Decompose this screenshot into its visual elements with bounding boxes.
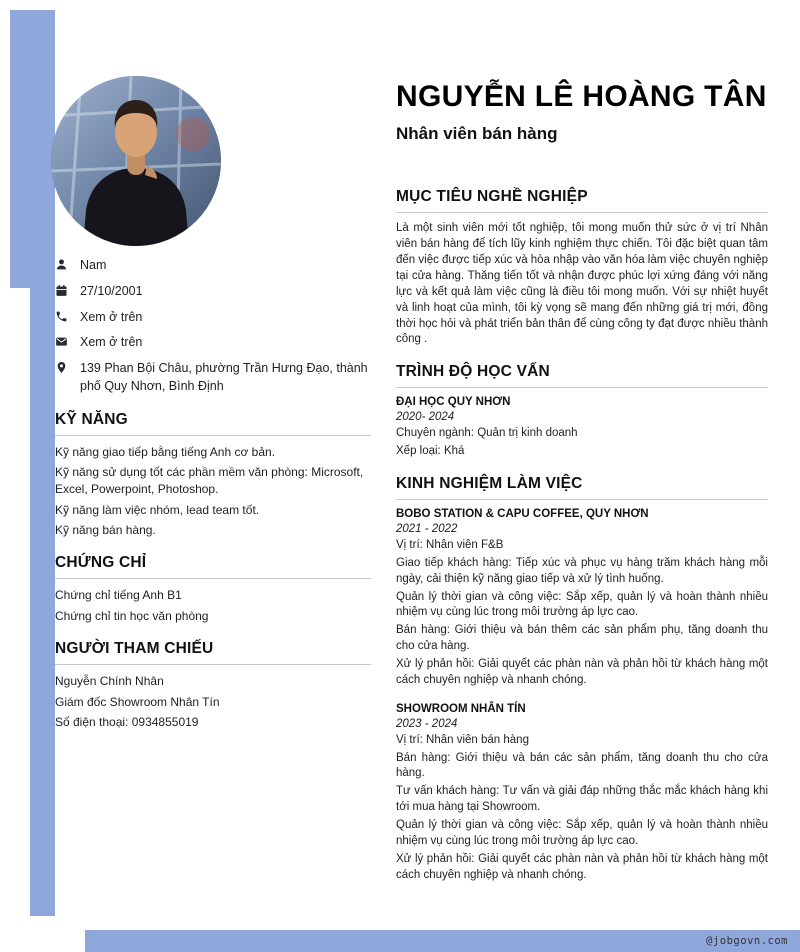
section-objective — [396, 188, 768, 348]
bottom-accent-bar — [85, 930, 800, 952]
experience-heading: KINH NGHIỆM LÀM VIỆC — [396, 475, 768, 500]
detail-email-value: Xem ở trên — [80, 335, 143, 350]
certificates-heading: CHỨNG CHỈ — [55, 554, 371, 579]
job-line: Bán hàng: Giới thiệu và bán thêm các sản phẩm phụ, tăng doanh thu cho cửa hàng. — [396, 624, 768, 653]
references-heading: NGƯỜI THAM CHIẾU — [55, 640, 371, 665]
right-column — [396, 78, 768, 885]
detail-address-value: 139 Phan Bội Châu, phường Trần Hưng Đạo, thành phố Quy Nhơn, Bình Định — [80, 361, 368, 393]
phone-icon — [55, 309, 69, 327]
education-period: 2020- 2024 — [396, 411, 455, 424]
detail-birthdate — [55, 283, 371, 301]
job-line: Quản lý thời gian và công việc: Sắp xếp, quản lý và hoàn thành nhiều nhiệm vụ cùng lúc trong môi trường áp lực cao. — [396, 590, 768, 619]
watermark: @jobgovn.com — [706, 935, 788, 947]
person-icon — [55, 257, 69, 275]
envelope-icon — [55, 334, 69, 352]
detail-email — [55, 334, 371, 352]
education-major: Chuyên ngành: Quản trị kinh doanh — [396, 427, 578, 440]
skills-heading: KỸ NĂNG — [55, 411, 371, 436]
company-name: BOBO STATION & CAPU COFFEE, QUY NHƠN — [396, 507, 649, 520]
skill-item: Kỹ năng sử dụng tốt các phần mềm văn phòng: Microsoft, Excel, Powerpoint, Photoshop. — [55, 464, 364, 497]
skill-item: Kỹ năng làm việc nhóm, lead team tốt. — [55, 502, 260, 517]
detail-phone-value: Xem ở trên — [80, 309, 143, 324]
profile-photo — [51, 76, 221, 246]
detail-phone — [55, 309, 371, 327]
objective-heading: MỤC TIÊU NGHỀ NGHIỆP — [396, 188, 768, 213]
skill-item: Kỹ năng bán hàng. — [55, 523, 156, 538]
section-experience — [396, 475, 768, 883]
location-icon — [55, 360, 69, 396]
skill-item: Kỹ năng giao tiếp bằng tiếng Anh cơ bản. — [55, 444, 276, 459]
section-certificates — [55, 554, 371, 625]
school-name: ĐẠI HỌC QUY NHƠN — [396, 396, 511, 409]
certificate-item: Chứng chỉ tin học văn phòng — [55, 608, 209, 623]
education-heading: TRÌNH ĐỘ HỌC VẤN — [396, 363, 768, 388]
job-line: Giao tiếp khách hàng: Tiếp xúc và phục vụ hàng trăm khách hàng mỗi ngày, cải thiện kỹ năng giao tiếp và xử lý tình huống. — [396, 556, 768, 585]
company-name: SHOWROOM NHÂN TÍN — [396, 702, 526, 715]
job-line: Bán hàng: Giới thiệu và bán các sản phẩm, tăng doanh thu cho cửa hàng. — [396, 751, 768, 780]
detail-gender — [55, 257, 371, 275]
calendar-icon — [55, 283, 69, 301]
job-line: Quản lý thời gian và công việc: Sắp xếp, quản lý và hoàn thành nhiều nhiệm vụ cùng lúc trong môi trường áp lực cao. — [396, 819, 768, 847]
job-line: Xử lý phản hồi: Giải quyết các phàn nàn và phản hồi từ khách hàng một cách chuyên nghiệp và nhanh chóng. — [396, 852, 768, 881]
detail-address — [55, 360, 371, 396]
left-column — [55, 257, 371, 734]
detail-birthdate-value: 27/10/2001 — [80, 283, 143, 298]
reference-title: Giám đốc Showroom Nhân Tín — [55, 694, 220, 709]
objective-text: Là một sinh viên mới tốt nghiệp, tôi mong muốn thử sức ở vị trí Nhân viên bán hàng để tích lũy kinh nghiệm thực chiến. Tôi đặc biệt quan tâm đến việc được tiếp xúc và hòa nhập vào văn hóa làm việc chuyên nghiệp tại cửa hàng. Thăng tiến tốt và nhận được phúc lợi xứng đáng với năng lực và kết quả làm việc cũng là điều tôi mong muốn. Với sự nhiệt huyết và linh hoạt của mình, tôi kỳ vọng sẽ mang đến những giá trị mới, đồng thời học hỏi và phát triển bản thân để cùng công ty đạt được nhiều thành công . — [396, 222, 768, 346]
section-skills — [55, 411, 371, 540]
education-grade: Xếp loại: Khá — [396, 445, 465, 458]
contact-details — [55, 257, 371, 396]
job-period: 2021 - 2022 — [396, 522, 458, 535]
reference-name: Nguyễn Chính Nhân — [55, 674, 164, 689]
section-references — [55, 640, 371, 731]
section-education — [396, 363, 768, 460]
candidate-job-title: Nhân viên bán hàng — [396, 124, 558, 144]
job-line: Tư vấn khách hàng: Tư vấn và giải đáp những thắc mắc khách hàng khi tới mua hàng tại Showroom. — [396, 785, 768, 814]
job-line: Vị trí: Nhân viên bán hàng — [396, 733, 529, 746]
job-line: Vị trí: Nhân viên F&B — [396, 538, 504, 551]
detail-gender-value: Nam — [80, 258, 107, 272]
job-line: Xử lý phản hồi: Giải quyết các phàn nàn và phản hồi từ khách hàng một cách chuyên nghiệp và nhanh chóng. — [396, 658, 768, 686]
job-period: 2023 - 2024 — [396, 717, 458, 730]
job-entry — [396, 703, 768, 884]
job-entry — [396, 508, 768, 689]
candidate-name: NGUYỄN LÊ HOÀNG TÂN — [396, 80, 767, 113]
certificate-item: Chứng chỉ tiếng Anh B1 — [55, 588, 182, 603]
reference-phone: Số điện thoại: 0934855019 — [55, 715, 199, 730]
